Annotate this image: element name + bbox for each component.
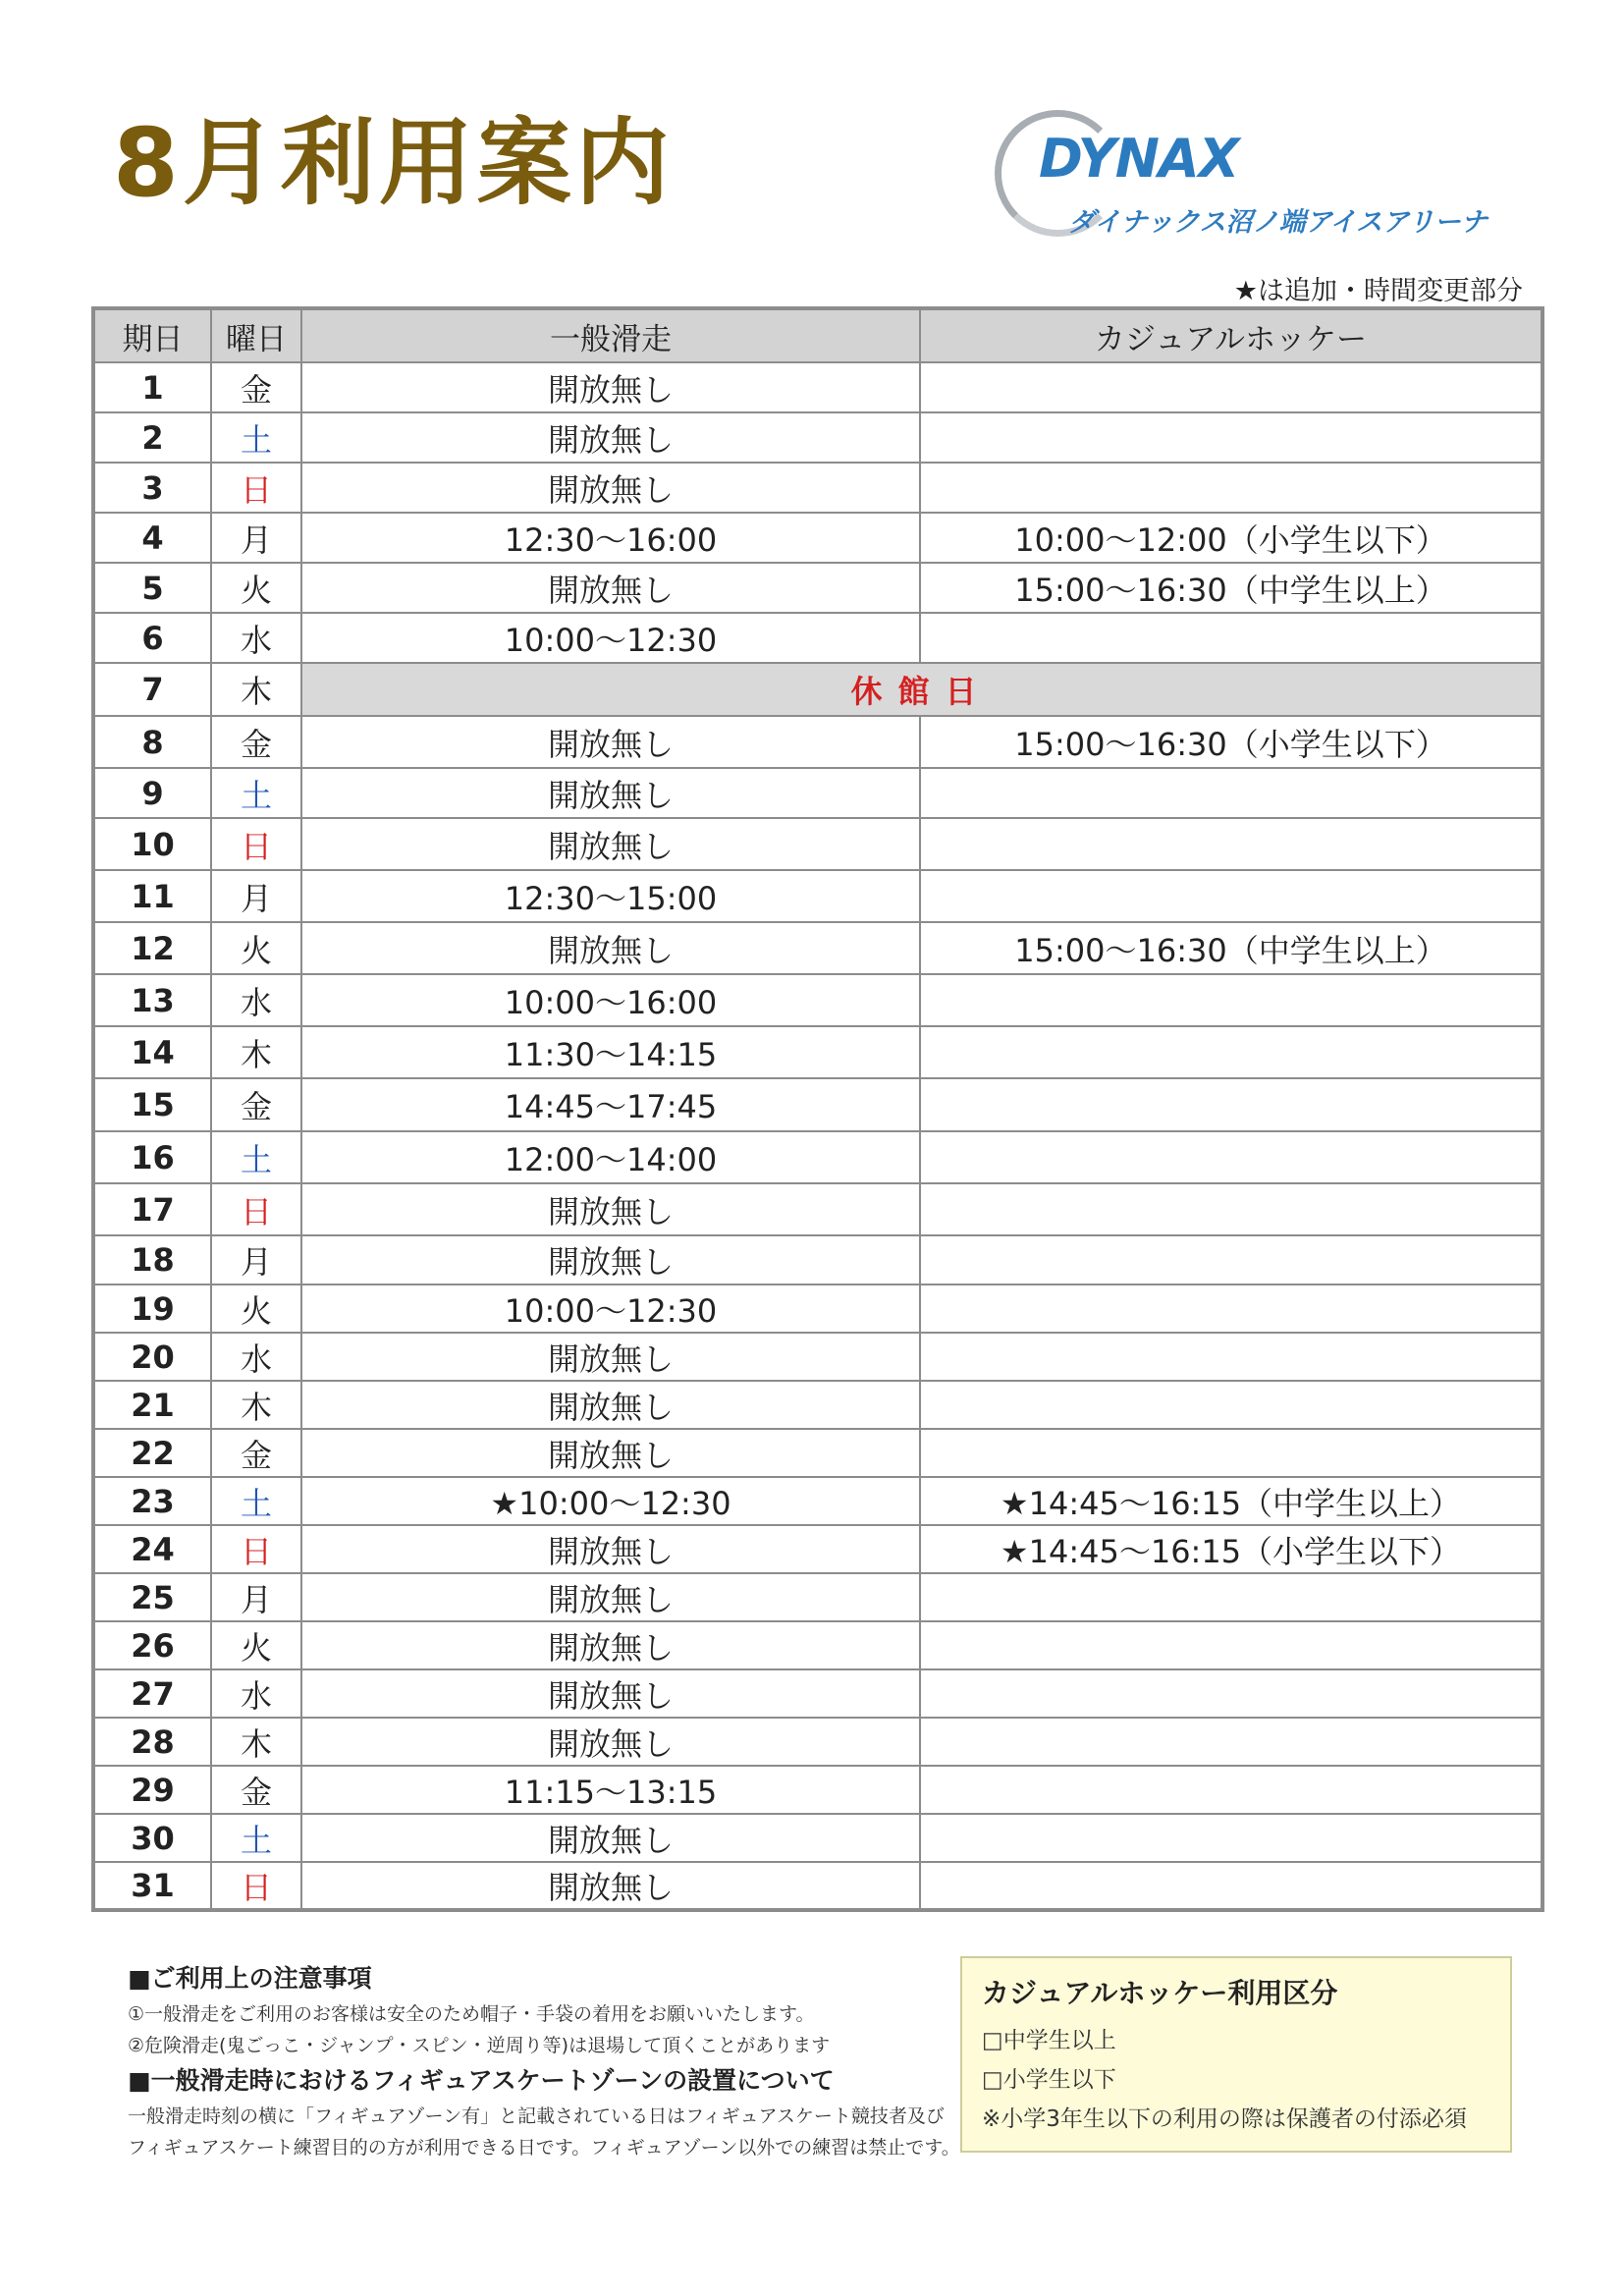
casual-hockey-cell [920, 362, 1542, 412]
weekday-cell: 金 [211, 362, 301, 412]
day-cell: 24 [93, 1525, 211, 1573]
table-header-row [93, 308, 1542, 362]
day-cell: 27 [93, 1669, 211, 1718]
table-row [93, 1477, 1542, 1525]
casual-hockey-cell [920, 1429, 1542, 1477]
day-cell: 31 [93, 1862, 211, 1910]
day-cell: 16 [93, 1131, 211, 1183]
casual-note: ※小学3年生以下の利用の際は保護者の付添必須 [982, 2106, 1467, 2132]
day-cell: 3 [93, 463, 211, 513]
header-casual-hockey: カジュアルホッケー [920, 308, 1542, 362]
notes-line-4: フィギュアスケート練習目的の方が利用できる日です。フィギュアゾーン以外での練習は禁止です。 [128, 2137, 960, 2159]
casual-hockey-cell [920, 1026, 1542, 1078]
casual-hockey-cell [920, 1333, 1542, 1381]
table-row [93, 1718, 1542, 1766]
day-cell: 8 [93, 716, 211, 768]
day-cell: 14 [93, 1026, 211, 1078]
closed-cell: 休館日 [301, 663, 1542, 716]
weekday-cell: 日 [211, 1862, 301, 1910]
weekday-cell: 金 [211, 1766, 301, 1814]
table-row [93, 1669, 1542, 1718]
table-row [93, 974, 1542, 1026]
casual-item-elementary: □小学生以下 [982, 2067, 1116, 2093]
schedule-body [93, 362, 1542, 1910]
table-row [93, 1862, 1542, 1910]
weekday-cell: 木 [211, 1026, 301, 1078]
casual-hockey-cell [920, 818, 1542, 870]
day-cell: 28 [93, 1718, 211, 1766]
general-skating-cell: 開放無し [301, 563, 920, 613]
weekday-cell: 土 [211, 1477, 301, 1525]
casual-hockey-cell [920, 1573, 1542, 1621]
table-row [93, 663, 1542, 716]
casual-hockey-cell [920, 1235, 1542, 1285]
casual-hockey-categories [960, 1956, 1512, 2153]
casual-hockey-cell: 15:00～16:30（小学生以下） [920, 716, 1542, 768]
table-row [93, 463, 1542, 513]
notes-heading-1: ■ご利用上の注意事項 [128, 1964, 372, 1993]
casual-box-title: カジュアルホッケー利用区分 [982, 1977, 1338, 2009]
general-skating-cell: 開放無し [301, 1862, 920, 1910]
table-row [93, 1429, 1542, 1477]
weekday-cell: 水 [211, 974, 301, 1026]
general-skating-cell: 10:00～16:00 [301, 974, 920, 1026]
general-skating-cell: 開放無し [301, 362, 920, 412]
day-cell: 23 [93, 1477, 211, 1525]
table-row [93, 1131, 1542, 1183]
day-cell: 11 [93, 870, 211, 922]
day-cell: 26 [93, 1621, 211, 1669]
weekday-cell: 土 [211, 412, 301, 463]
casual-hockey-cell [920, 1078, 1542, 1131]
table-row [93, 1285, 1542, 1333]
general-skating-cell: 開放無し [301, 1669, 920, 1718]
general-skating-cell: 開放無し [301, 1621, 920, 1669]
casual-item-junior-high: □中学生以上 [982, 2028, 1116, 2053]
day-cell: 17 [93, 1183, 211, 1235]
day-cell: 19 [93, 1285, 211, 1333]
casual-hockey-cell [920, 1862, 1542, 1910]
day-cell: 9 [93, 768, 211, 818]
weekday-cell: 月 [211, 513, 301, 563]
casual-hockey-cell [920, 1621, 1542, 1669]
general-skating-cell: 12:00～14:00 [301, 1131, 920, 1183]
general-skating-cell: 開放無し [301, 1183, 920, 1235]
general-skating-cell: 開放無し [301, 1429, 920, 1477]
casual-hockey-cell [920, 768, 1542, 818]
notes-heading-2: ■一般滑走時におけるフィギュアスケートゾーンの設置について [128, 2066, 835, 2095]
general-skating-cell: 12:30～16:00 [301, 513, 920, 563]
table-row [93, 1621, 1542, 1669]
casual-hockey-cell [920, 1814, 1542, 1862]
day-cell: 20 [93, 1333, 211, 1381]
general-skating-cell: 11:15～13:15 [301, 1766, 920, 1814]
table-row [93, 1766, 1542, 1814]
general-skating-cell: ★10:00～12:30 [301, 1477, 920, 1525]
general-skating-cell: 開放無し [301, 1573, 920, 1621]
table-row [93, 1235, 1542, 1285]
day-cell: 6 [93, 613, 211, 663]
general-skating-cell: 開放無し [301, 1814, 920, 1862]
casual-hockey-cell: 15:00～16:30（中学生以上） [920, 922, 1542, 974]
casual-hockey-cell [920, 1718, 1542, 1766]
casual-hockey-cell [920, 412, 1542, 463]
general-skating-cell: 開放無し [301, 716, 920, 768]
header-weekday: 曜日 [211, 308, 301, 362]
general-skating-cell: 開放無し [301, 1381, 920, 1429]
casual-hockey-cell [920, 1131, 1542, 1183]
day-cell: 10 [93, 818, 211, 870]
day-cell: 15 [93, 1078, 211, 1131]
day-cell: 2 [93, 412, 211, 463]
table-row [93, 1183, 1542, 1235]
day-cell: 5 [93, 563, 211, 613]
weekday-cell: 金 [211, 1078, 301, 1131]
weekday-cell: 火 [211, 1285, 301, 1333]
weekday-cell: 月 [211, 870, 301, 922]
general-skating-cell: 開放無し [301, 768, 920, 818]
usage-notes [128, 1959, 962, 2163]
weekday-cell: 日 [211, 818, 301, 870]
day-cell: 30 [93, 1814, 211, 1862]
weekday-cell: 水 [211, 613, 301, 663]
day-cell: 12 [93, 922, 211, 974]
notes-line-1: ①一般滑走をご利用のお客様は安全のため帽子・手袋の着用をお願いいたします。 [128, 2003, 815, 2025]
general-skating-cell: 開放無し [301, 1718, 920, 1766]
legend-note: ★は追加・時間変更部分 [1233, 276, 1523, 306]
table-row [93, 513, 1542, 563]
day-cell: 1 [93, 362, 211, 412]
table-row [93, 768, 1542, 818]
weekday-cell: 木 [211, 1718, 301, 1766]
table-row [93, 1525, 1542, 1573]
casual-hockey-cell [920, 1183, 1542, 1235]
general-skating-cell: 14:45～17:45 [301, 1078, 920, 1131]
table-row [93, 563, 1542, 613]
table-row [93, 1381, 1542, 1429]
notes-line-3: 一般滑走時刻の横に「フィギュアゾーン有」と記載されている日はフィギュアスケート競技者及び [128, 2105, 945, 2127]
weekday-cell: 月 [211, 1573, 301, 1621]
casual-hockey-cell [920, 1381, 1542, 1429]
casual-hockey-cell [920, 1285, 1542, 1333]
day-cell: 22 [93, 1429, 211, 1477]
weekday-cell: 月 [211, 1235, 301, 1285]
day-cell: 25 [93, 1573, 211, 1621]
casual-hockey-cell: 15:00～16:30（中学生以上） [920, 563, 1542, 613]
weekday-cell: 日 [211, 1183, 301, 1235]
general-skating-cell: 開放無し [301, 1333, 920, 1381]
day-cell: 18 [93, 1235, 211, 1285]
general-skating-cell: 開放無し [301, 1235, 920, 1285]
weekday-cell: 火 [211, 922, 301, 974]
header-date: 期日 [93, 308, 211, 362]
table-row [93, 1078, 1542, 1131]
weekday-cell: 金 [211, 1429, 301, 1477]
casual-hockey-cell [920, 974, 1542, 1026]
weekday-cell: 木 [211, 1381, 301, 1429]
weekday-cell: 土 [211, 768, 301, 818]
casual-hockey-cell: 10:00～12:00（小学生以下） [920, 513, 1542, 563]
weekday-cell: 水 [211, 1333, 301, 1381]
table-row [93, 613, 1542, 663]
weekday-cell: 金 [211, 716, 301, 768]
day-cell: 4 [93, 513, 211, 563]
general-skating-cell: 開放無し [301, 818, 920, 870]
casual-hockey-cell [920, 870, 1542, 922]
general-skating-cell: 開放無し [301, 922, 920, 974]
table-row [93, 922, 1542, 974]
day-cell: 29 [93, 1766, 211, 1814]
casual-hockey-cell [920, 613, 1542, 663]
general-skating-cell: 開放無し [301, 463, 920, 513]
page-title: 8月利用案内 [113, 108, 674, 218]
general-skating-cell: 12:30～15:00 [301, 870, 920, 922]
weekday-cell: 水 [211, 1669, 301, 1718]
header-general-skating: 一般滑走 [301, 308, 920, 362]
general-skating-cell: 11:30～14:15 [301, 1026, 920, 1078]
casual-hockey-cell: ★14:45～16:15（小学生以下） [920, 1525, 1542, 1573]
general-skating-cell: 開放無し [301, 1525, 920, 1573]
casual-hockey-cell: ★14:45～16:15（中学生以上） [920, 1477, 1542, 1525]
weekday-cell: 火 [211, 563, 301, 613]
table-row [93, 716, 1542, 768]
weekday-cell: 火 [211, 1621, 301, 1669]
general-skating-cell: 10:00～12:30 [301, 1285, 920, 1333]
day-cell: 13 [93, 974, 211, 1026]
table-row [93, 1573, 1542, 1621]
day-cell: 7 [93, 663, 211, 716]
table-row [93, 412, 1542, 463]
dynax-logo [992, 108, 1488, 241]
weekday-cell: 木 [211, 663, 301, 716]
table-row [93, 362, 1542, 412]
table-row [93, 1333, 1542, 1381]
notes-line-2: ②危険滑走(鬼ごっこ・ジャンプ・スピン・逆周り等)は退場して頂くことがあります [128, 2035, 831, 2056]
weekday-cell: 土 [211, 1814, 301, 1862]
logo-subtitle: ダイナックス沼ノ端アイスアリーナ [1068, 207, 1488, 238]
general-skating-cell: 10:00～12:30 [301, 613, 920, 663]
general-skating-cell: 開放無し [301, 412, 920, 463]
table-row [93, 1026, 1542, 1078]
table-row [93, 1814, 1542, 1862]
table-row [93, 818, 1542, 870]
logo-name: DYNAX [1039, 128, 1239, 190]
day-cell: 21 [93, 1381, 211, 1429]
casual-hockey-cell [920, 1766, 1542, 1814]
schedule-table [91, 306, 1544, 1912]
weekday-cell: 日 [211, 463, 301, 513]
weekday-cell: 土 [211, 1131, 301, 1183]
casual-hockey-cell [920, 463, 1542, 513]
weekday-cell: 日 [211, 1525, 301, 1573]
table-row [93, 870, 1542, 922]
casual-hockey-cell [920, 1669, 1542, 1718]
